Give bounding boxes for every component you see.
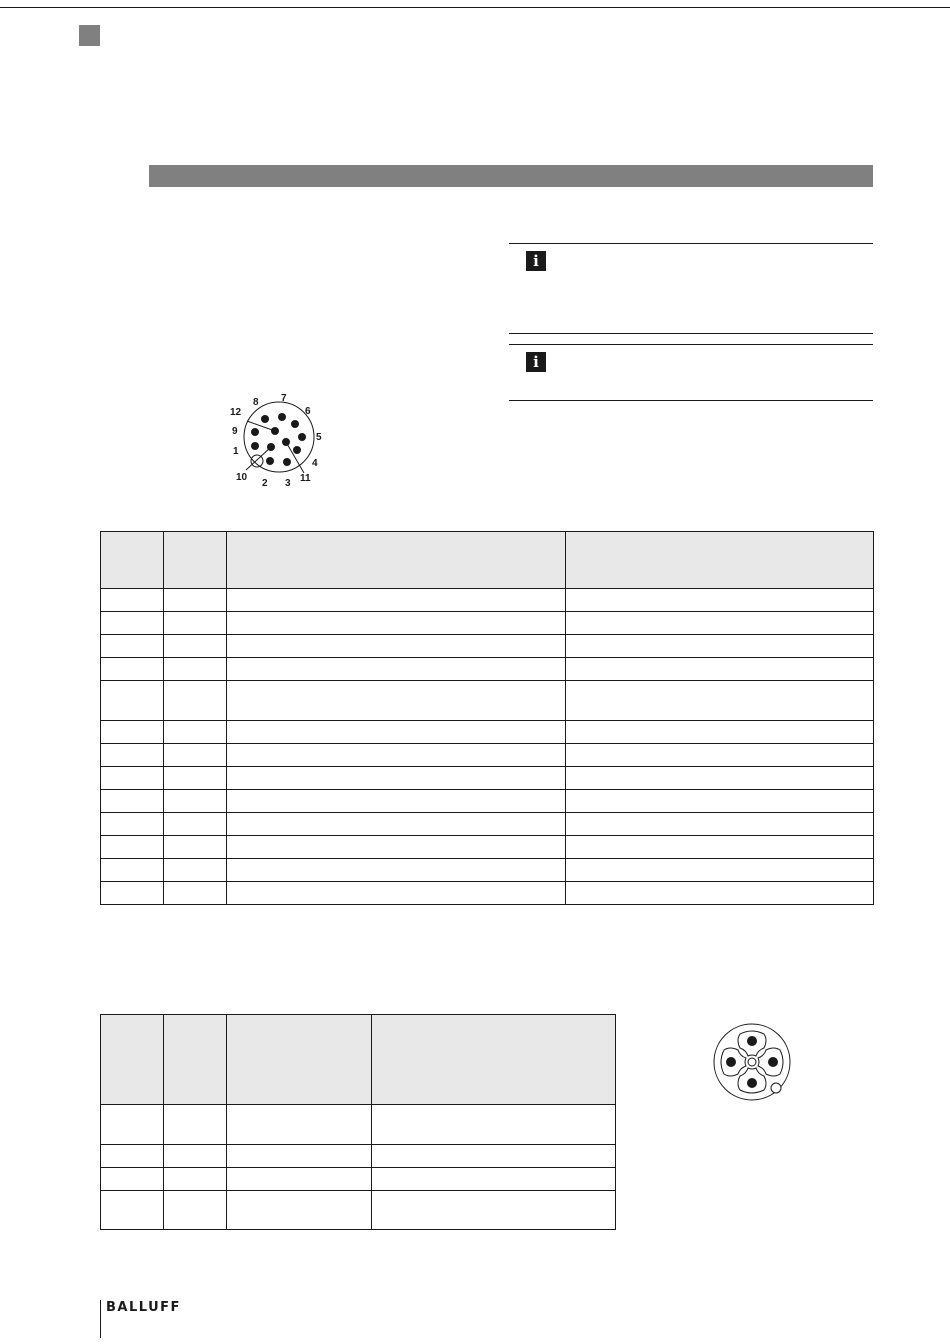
table-row xyxy=(101,744,874,767)
table-header-cell xyxy=(566,532,874,589)
pin-label: 6 xyxy=(305,406,311,417)
connector-12pin-diagram xyxy=(225,390,335,490)
pin-table-2 xyxy=(100,1014,616,1230)
table-row xyxy=(101,658,874,681)
pin-label: 5 xyxy=(316,432,322,443)
table-row xyxy=(101,859,874,882)
table-row xyxy=(101,790,874,813)
pin-label: 12 xyxy=(230,407,242,418)
balluff-logo: BALLUFF xyxy=(106,1300,181,1315)
table-header-cell xyxy=(227,1015,372,1105)
table-header-row xyxy=(101,1015,616,1105)
table-row xyxy=(101,1105,616,1145)
table-row xyxy=(101,836,874,859)
section-header-bar xyxy=(149,165,873,187)
table-header-cell xyxy=(372,1015,616,1105)
pin-label: 3 xyxy=(285,478,291,489)
pin-label: 4 xyxy=(312,458,318,469)
table-row xyxy=(101,1191,616,1230)
table-row xyxy=(101,612,874,635)
table-row xyxy=(101,813,874,836)
connector-4pin-diagram xyxy=(710,1020,794,1104)
table-row xyxy=(101,635,874,658)
note-rule xyxy=(509,400,873,401)
pin-label: 10 xyxy=(236,472,248,483)
pin-label: 8 xyxy=(253,397,259,408)
info-icon: i xyxy=(526,352,546,372)
table-row xyxy=(101,681,874,721)
table-header-cell xyxy=(101,532,164,589)
table-row xyxy=(101,1145,616,1168)
note-rule xyxy=(509,333,873,334)
table-header-cell xyxy=(227,532,566,589)
table-header-row xyxy=(101,532,874,589)
pin-label: 11 xyxy=(300,473,311,484)
note-rule xyxy=(509,243,873,244)
note-rule xyxy=(509,344,873,345)
table-row xyxy=(101,882,874,905)
table-row xyxy=(101,1168,616,1191)
pin-label: 2 xyxy=(262,478,268,489)
corner-marker xyxy=(79,25,100,46)
table-header-cell xyxy=(164,532,227,589)
info-icon: i xyxy=(526,251,546,271)
pin-label: 1 xyxy=(233,446,239,457)
table-row xyxy=(101,721,874,744)
table-row xyxy=(101,767,874,790)
pin-label: 9 xyxy=(232,426,238,437)
footer-rule xyxy=(100,1300,101,1338)
top-rule xyxy=(0,7,950,8)
table-header-cell xyxy=(164,1015,227,1105)
pin-table-1 xyxy=(100,531,874,905)
pin-label: 7 xyxy=(281,393,287,404)
table-row xyxy=(101,589,874,612)
table-header-cell xyxy=(101,1015,164,1105)
